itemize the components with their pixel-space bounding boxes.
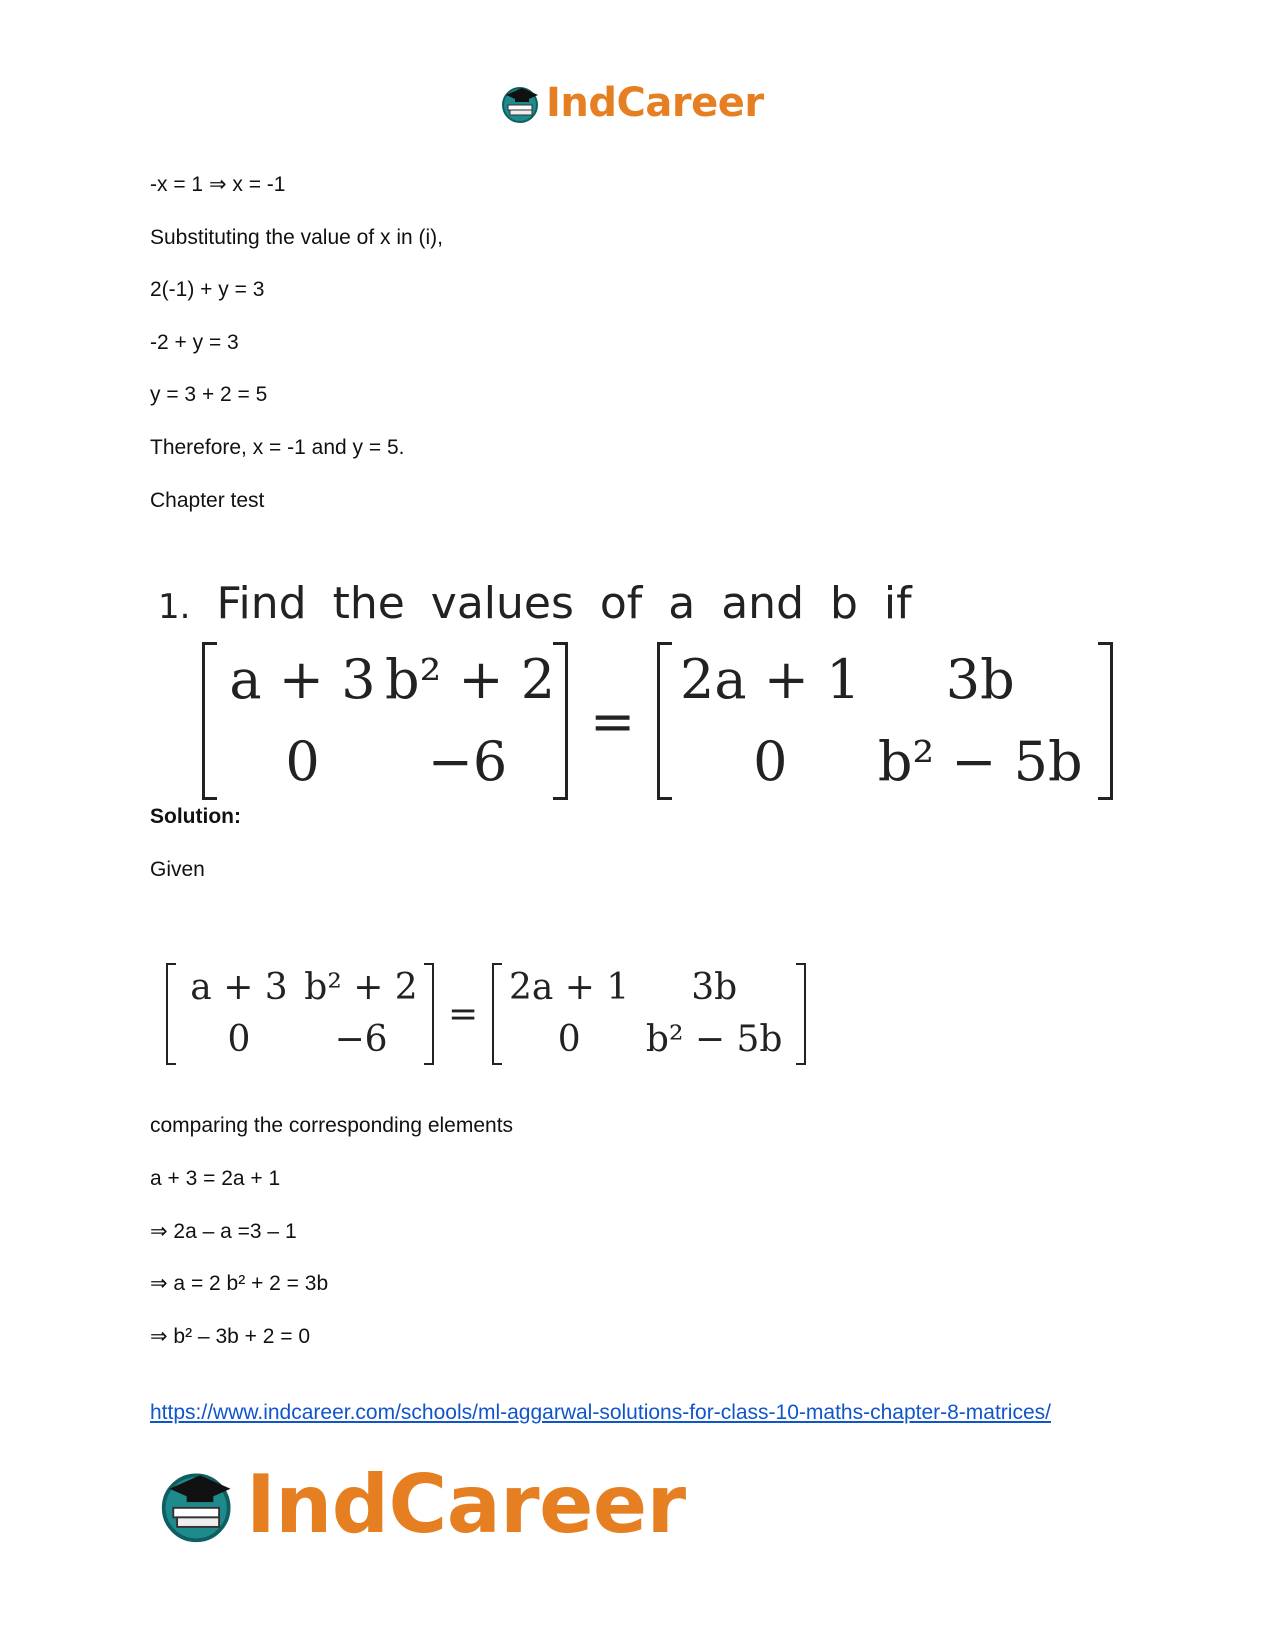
question-title (158, 578, 912, 629)
given-matrix-equation (166, 962, 806, 1066)
left-matrix (166, 963, 434, 1065)
indcareer-logo-header (500, 80, 764, 126)
logo-wordmark: IndCareer (246, 1457, 686, 1551)
question-number: 1. (158, 587, 191, 627)
graduation-cap-globe-icon (500, 81, 544, 125)
source-link[interactable]: https://www.indcareer.com/schools/ml-aggarwal-solutions-for-class-10-maths-chapter-8-matrices/ (150, 1401, 1051, 1424)
step-line: ⇒ a = 2 b² + 2 = 3b (150, 1272, 329, 1295)
matrix-cell: b² + 2 (385, 648, 556, 711)
step-line: a + 3 = 2a + 1 (150, 1167, 281, 1190)
graduation-cap-globe-icon (158, 1462, 242, 1546)
matrix-cell: 0 (285, 730, 320, 793)
matrix-cell: 0 (227, 1019, 251, 1060)
matrix-cell: 2a + 1 (509, 967, 630, 1008)
left-bracket (166, 963, 176, 1065)
equals-sign: = (590, 689, 636, 753)
left-bracket (492, 963, 502, 1065)
matrix-cell: 3b (691, 967, 738, 1008)
right-bracket (553, 642, 568, 800)
indcareer-logo-footer (158, 1457, 686, 1551)
text-line: -2 + y = 3 (150, 331, 239, 354)
text-line: Therefore, x = -1 and y = 5. (150, 436, 405, 459)
matrix-cell: 0 (753, 730, 788, 793)
matrix-cell: 3b (945, 648, 1015, 711)
right-bracket (424, 963, 434, 1065)
text-line: y = 3 + 2 = 5 (150, 383, 268, 406)
left-bracket (202, 642, 217, 800)
matrix-cell: a + 3 (229, 648, 376, 711)
solution-heading: Solution: (150, 805, 241, 828)
right-matrix (492, 963, 806, 1065)
text-line: -x = 1 ⇒ x = -1 (150, 173, 286, 196)
equals-sign: = (448, 993, 479, 1035)
text-line: Given (150, 858, 205, 881)
section-heading: Chapter test (150, 489, 265, 512)
step-line: ⇒ b² – 3b + 2 = 0 (150, 1325, 311, 1348)
step-line: ⇒ 2a – a =3 – 1 (150, 1220, 297, 1243)
text-line: Substituting the value of x in (i), (150, 226, 443, 249)
right-matrix (657, 642, 1113, 800)
matrix-cell: a + 3 (190, 967, 288, 1008)
matrix-cell: b² − 5b (877, 730, 1083, 793)
text-line: 2(-1) + y = 3 (150, 278, 265, 301)
matrix-cell: 2a + 1 (680, 648, 861, 711)
question-matrix-equation (202, 642, 1113, 800)
right-bracket (796, 963, 806, 1065)
matrix-cell: −6 (334, 1019, 388, 1060)
text-line: comparing the corresponding elements (150, 1114, 514, 1137)
logo-wordmark: IndCareer (546, 80, 764, 126)
right-bracket (1098, 642, 1113, 800)
matrix-cell: 0 (557, 1019, 581, 1060)
matrix-cell: b² − 5b (645, 1019, 783, 1060)
question-text: Find the values of a and b if (216, 578, 912, 629)
matrix-cell: −6 (427, 730, 508, 793)
left-bracket (657, 642, 672, 800)
left-matrix (202, 642, 568, 800)
matrix-cell: b² + 2 (304, 967, 418, 1008)
